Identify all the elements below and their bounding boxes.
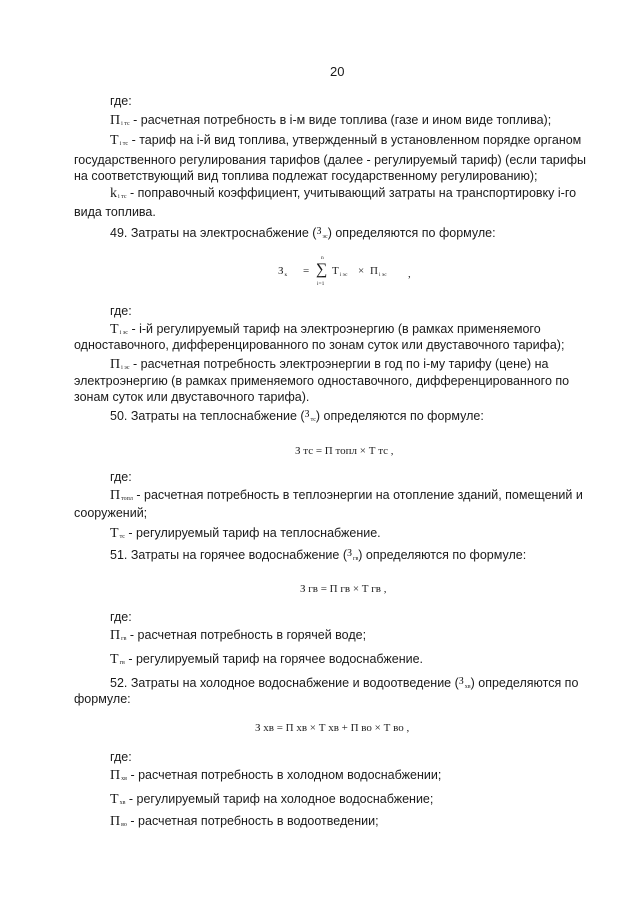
- definition-text: - расчетная потребность в холодном водоснабжении;: [130, 768, 442, 782]
- definition-p-cold-water: [110, 768, 441, 787]
- symbol-p: П: [110, 814, 121, 829]
- symbol-p: П: [110, 357, 121, 372]
- where-label: где:: [110, 610, 132, 624]
- where-label: где:: [110, 470, 132, 484]
- formula-51: З гв = П гв × Т гв ,: [300, 583, 387, 595]
- symbol-z: З: [304, 409, 310, 420]
- text-line: вида топлива.: [74, 205, 156, 219]
- text-line: электроэнергию (в рамках применяемого одноставочного, дифференцированного по: [74, 374, 570, 388]
- symbol-p: П: [110, 113, 121, 128]
- text-line: зонам суток или двуставочного тарифа).: [74, 390, 310, 404]
- formula-symbol: Т: [332, 265, 339, 277]
- symbol-subscript: i тс: [119, 141, 129, 147]
- symbol-t: Т: [110, 322, 119, 337]
- text-line: одноставочного, дифференцированного по зонам суток или двуставочного тарифа);: [74, 338, 565, 352]
- heading-text: 51. Затраты на горячее водоснабжение (: [110, 548, 347, 562]
- symbol-subscript: хв: [464, 684, 471, 690]
- definition-p-fuel: [110, 113, 551, 132]
- symbol-subscript: i тс: [118, 194, 127, 200]
- symbol-subscript: тс: [310, 417, 316, 423]
- where-label: где:: [110, 750, 132, 764]
- symbol-subscript: i эс: [121, 365, 130, 371]
- section-52-heading: [110, 676, 578, 695]
- definition-text: - расчетная потребность электроэнергии в год по i-му тарифу (цене) на: [133, 357, 549, 371]
- symbol-subscript: хв: [121, 776, 127, 782]
- symbol-k: k: [110, 186, 117, 201]
- section-51-heading: [110, 548, 526, 567]
- heading-text: 52. Затраты на холодное водоснабжение и водоотведение (: [110, 676, 459, 690]
- where-label: где:: [110, 304, 132, 318]
- formula-term-p: [370, 265, 387, 278]
- sum-lower-limit: i=1: [317, 281, 325, 287]
- symbol-t: Т: [110, 792, 119, 807]
- definition-text: - регулируемый тариф на горячее водоснабжение.: [128, 652, 424, 666]
- symbol-t: Т: [110, 652, 119, 667]
- heading-text: ) определяются по: [470, 676, 579, 690]
- where-label: где:: [110, 94, 132, 108]
- definition-text: - регулируемый тариф на теплоснабжение.: [128, 526, 381, 540]
- symbol-subscript: гв: [119, 660, 125, 666]
- definition-text: - расчетная потребность в водоотведении;: [130, 814, 379, 828]
- definition-t-fuel: [110, 133, 581, 152]
- definition-p-heat: [110, 488, 583, 507]
- sum-upper-limit: n: [321, 255, 324, 261]
- definition-p-drainage: [110, 814, 379, 833]
- definition-text: - расчетная потребность в горячей воде;: [129, 628, 367, 642]
- text-line: на соответствующий вид топлива подлежат государственному регулированию);: [74, 169, 538, 183]
- sum-sign: ∑: [316, 261, 328, 278]
- symbol-z: З: [346, 548, 352, 559]
- definition-p-hot-water: [110, 628, 366, 647]
- symbol-subscript: гв: [353, 556, 359, 562]
- definition-text: - i-й регулируемый тариф на электроэнергию (в рамках применяемого: [131, 322, 541, 336]
- formula-comma: ,: [408, 268, 411, 280]
- definition-text: - тариф на i-й вид топлива, утвержденный в установленном порядке органом: [131, 133, 582, 147]
- definition-text: - расчетная потребность в i-м виде топлива (газе и ином виде топлива);: [133, 113, 552, 127]
- definition-t-heat: [110, 526, 381, 545]
- formula-symbol: П: [370, 265, 378, 277]
- section-50-heading: [110, 409, 484, 428]
- heading-text: ) определяются по формуле:: [327, 226, 496, 240]
- symbol-subscript: во: [121, 822, 127, 828]
- text-line: сооружений;: [74, 506, 148, 520]
- symbol-subscript: тс: [119, 534, 125, 540]
- symbol-p: П: [110, 628, 121, 643]
- symbol-p: П: [110, 488, 121, 503]
- symbol-subscript: топл: [121, 496, 133, 502]
- formula-subscript: к: [284, 272, 288, 278]
- definition-text: - расчетная потребность в теплоэнергии на отопление зданий, помещений и: [136, 488, 583, 502]
- symbol-z: З: [316, 226, 322, 237]
- formula-subscript: i эс: [339, 272, 348, 278]
- symbol-subscript: i тс: [121, 121, 130, 127]
- formula-symbol: З: [278, 265, 284, 277]
- definition-k-fuel: [110, 186, 576, 205]
- text-line: формуле:: [74, 692, 131, 706]
- definition-t-cold-water: [110, 792, 433, 811]
- heading-text: ) определяются по формуле:: [358, 548, 527, 562]
- symbol-subscript: хв: [119, 800, 126, 806]
- symbol-subscript: i эс: [119, 330, 128, 336]
- text-line: государственного регулирования тарифов (далее - регулируемый тариф) (если тарифы: [74, 153, 587, 167]
- formula-subscript: i эс: [378, 272, 387, 278]
- symbol-p: П: [110, 768, 121, 783]
- formula-50: З тс = П топл × Т тс ,: [295, 445, 394, 457]
- formula-52: З хв = П хв × Т хв + П во × Т во ,: [255, 722, 410, 734]
- symbol-t: Т: [110, 526, 119, 541]
- formula-term-t: [332, 265, 347, 278]
- heading-text: 49. Затраты на электроснабжение (: [110, 226, 317, 240]
- definition-text: - регулируемый тариф на холодное водоснабжение;: [128, 792, 434, 806]
- formula-49: [270, 254, 420, 294]
- symbol-subscript: гв: [121, 636, 127, 642]
- heading-text: 50. Затраты на теплоснабжение (: [110, 409, 305, 423]
- definition-t-hot-water: [110, 652, 423, 671]
- page-number: 20: [330, 64, 345, 79]
- symbol-t: Т: [110, 133, 119, 148]
- formula-lhs: [278, 265, 287, 278]
- definition-text: - поправочный коэффициент, учитывающий затраты на транспортировку i-го: [130, 186, 577, 200]
- symbol-z: З: [458, 676, 464, 687]
- heading-text: ) определяются по формуле:: [315, 409, 484, 423]
- formula-equals: =: [303, 265, 310, 277]
- formula-times: ×: [358, 265, 365, 277]
- section-49-heading: [110, 226, 496, 245]
- symbol-subscript: эс: [322, 234, 328, 240]
